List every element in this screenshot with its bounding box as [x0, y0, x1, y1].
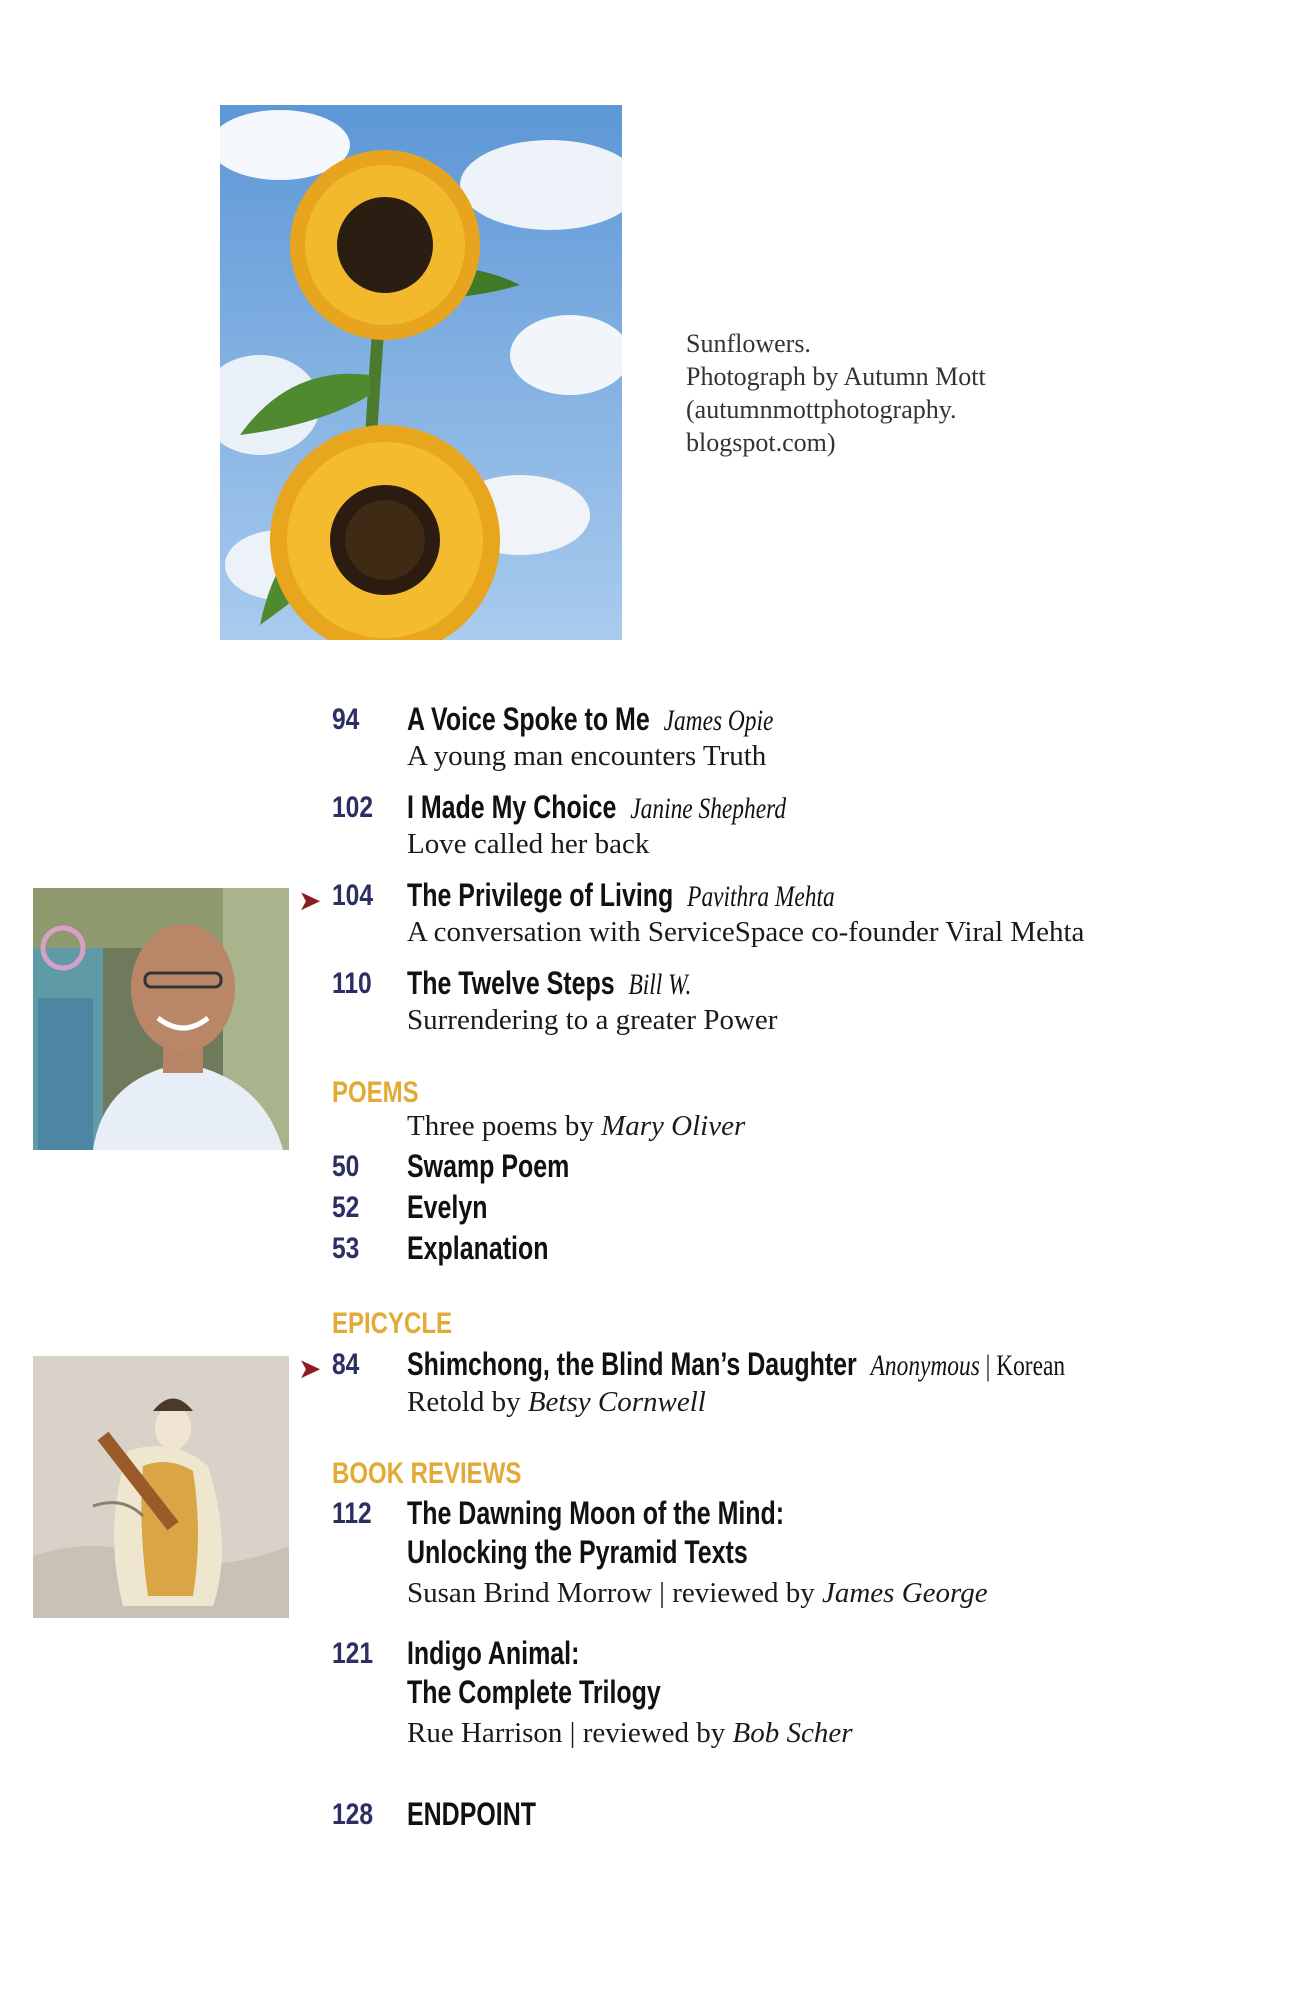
- caption-line: Sunflowers.: [686, 329, 811, 358]
- caption-line: Photograph by Autumn Mott: [686, 362, 986, 391]
- poem-title[interactable]: Evelyn: [407, 1189, 488, 1225]
- page-number: 102: [332, 791, 374, 824]
- article-title[interactable]: [407, 1346, 1065, 1383]
- article-title-text[interactable]: I Made My Choice: [407, 789, 617, 825]
- page-number: 50: [332, 1150, 360, 1183]
- page-number: 52: [332, 1191, 360, 1224]
- portrait-photo: [33, 888, 289, 1150]
- article-description: A young man encounters Truth: [407, 740, 767, 772]
- article-title[interactable]: [407, 789, 786, 826]
- article-title-text[interactable]: Shimchong, the Blind Man’s Daughter: [407, 1346, 857, 1382]
- review-title-line2[interactable]: Unlocking the Pyramid Texts: [407, 1534, 748, 1570]
- section-heading-poems: POEMS: [332, 1076, 419, 1109]
- article-title-text[interactable]: A Voice Spoke to Me: [407, 701, 650, 737]
- page-number: 128: [332, 1798, 374, 1831]
- article-description: Love called her back: [407, 828, 650, 860]
- review-byline: [407, 1577, 988, 1610]
- page-number: 94: [332, 703, 360, 736]
- poems-intro-text: Three poems by: [407, 1110, 594, 1142]
- retold-line: [407, 1386, 706, 1419]
- caption-line: blogspot.com): [686, 428, 836, 457]
- article-title-text[interactable]: The Privilege of Living: [407, 877, 674, 913]
- article-author: Bill W.: [628, 968, 692, 1001]
- painting-image: [33, 1356, 289, 1618]
- review-byline-text: Rue Harrison | reviewed by: [407, 1717, 726, 1749]
- arrow-icon: ➤: [298, 886, 322, 917]
- poems-author: Mary Oliver: [601, 1110, 746, 1142]
- arrow-icon: ➤: [298, 1354, 322, 1385]
- caption-line: (autumnmottphotography.: [686, 395, 957, 424]
- reviewer-name: Bob Scher: [732, 1717, 853, 1749]
- article-title-text[interactable]: The Twelve Steps: [407, 965, 615, 1001]
- page-number: 112: [332, 1497, 372, 1530]
- page-number: 53: [332, 1232, 360, 1265]
- photo-caption: [686, 327, 986, 459]
- section-heading-book-reviews: BOOK REVIEWS: [332, 1457, 522, 1490]
- endpoint-title[interactable]: ENDPOINT: [407, 1796, 536, 1832]
- article-title[interactable]: [407, 965, 691, 1002]
- article-author: Janine Shepherd: [630, 792, 787, 825]
- article-author: Pavithra Mehta: [687, 880, 835, 913]
- sunflower-photo: [220, 105, 622, 640]
- article-title[interactable]: [407, 877, 835, 914]
- article-origin: | Korean: [979, 1349, 1066, 1382]
- review-byline: [407, 1717, 853, 1750]
- review-title-line1[interactable]: Indigo Animal:: [407, 1635, 580, 1671]
- poem-title[interactable]: Explanation: [407, 1230, 549, 1266]
- section-heading-epicycle: EPICYCLE: [332, 1307, 453, 1340]
- review-title-line2[interactable]: The Complete Trilogy: [407, 1674, 661, 1710]
- review-byline-text: Susan Brind Morrow | reviewed by: [407, 1577, 815, 1609]
- article-description: A conversation with ServiceSpace co-founder Viral Mehta: [407, 916, 1085, 948]
- reviewer-name: James George: [821, 1577, 988, 1609]
- poems-intro: [407, 1110, 745, 1143]
- article-title[interactable]: [407, 701, 773, 738]
- article-author: James Opie: [663, 704, 774, 737]
- page-number: 104: [332, 879, 374, 912]
- article-description: Surrendering to a greater Power: [407, 1004, 778, 1036]
- retold-author: Betsy Cornwell: [527, 1386, 706, 1418]
- page-number: 84: [332, 1348, 360, 1381]
- article-author: Anonymous: [870, 1349, 980, 1382]
- page-number: 121: [332, 1637, 374, 1670]
- retold-prefix: Retold by: [407, 1386, 521, 1418]
- review-title-line1[interactable]: The Dawning Moon of the Mind:: [407, 1495, 785, 1531]
- page-number: 110: [332, 967, 372, 1000]
- poem-title[interactable]: Swamp Poem: [407, 1148, 570, 1184]
